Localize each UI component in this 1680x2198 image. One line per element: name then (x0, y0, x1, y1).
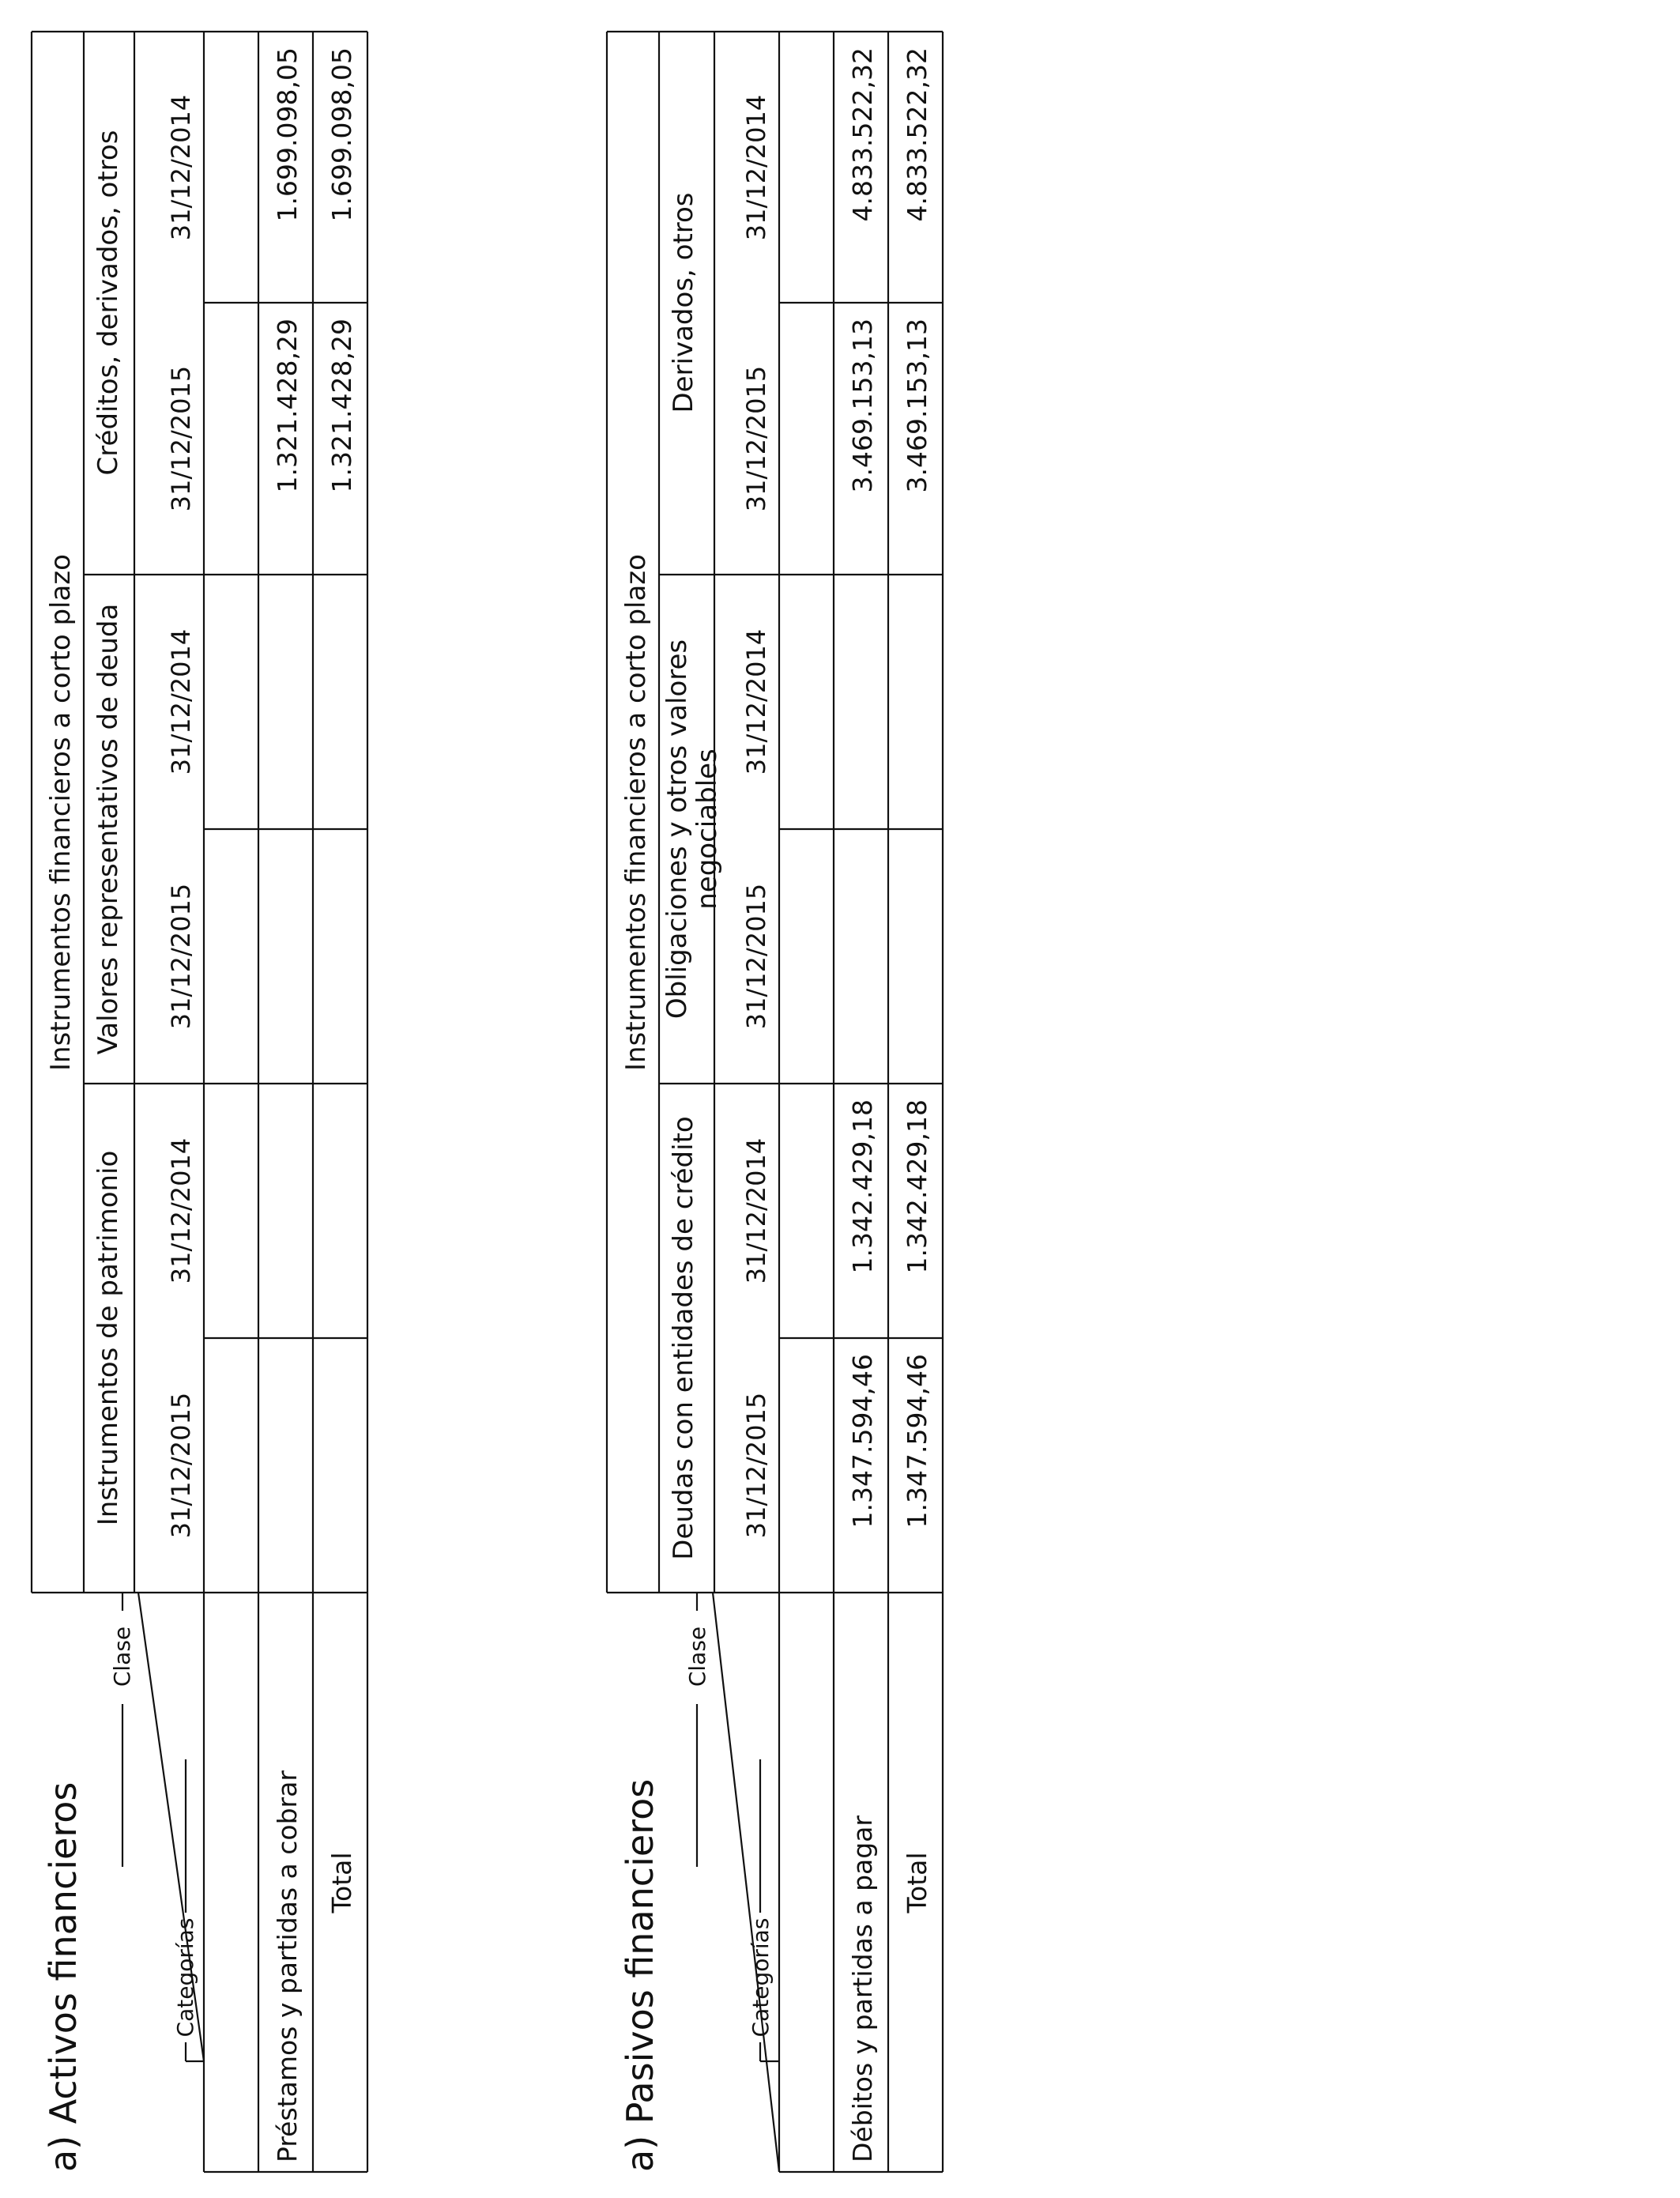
pasivos-cell: 1.347.594,46 (902, 1354, 932, 1529)
pasivos-col-header-derivados: Derivados, otros (668, 192, 699, 413)
pasivos-cell: 3.469.153,13 (847, 319, 878, 493)
activos-col-header-creditos: Créditos, derivados, otros (92, 130, 124, 476)
pasivos-col-header-deudas: Deudas con entidades de crédito (668, 1116, 699, 1560)
rotated-frame (32, 32, 943, 2172)
activos-categorias-label: Categorías (172, 1917, 198, 2038)
pasivos-section (607, 32, 943, 2172)
pasivos-date-6: 31/12/2014 (741, 94, 771, 241)
activos-date-2: 31/12/2014 (166, 1137, 196, 1284)
pasivos-date-5: 31/12/2015 (741, 365, 771, 512)
pasivos-categorias-label: Categorías (748, 1917, 774, 2038)
activos-clase-label: Clase (109, 1626, 135, 1687)
activos-col-header-patrimonio: Instrumentos de patrimonio (92, 1150, 124, 1526)
pasivos-cell: 1.342.429,18 (902, 1099, 932, 1274)
activos-date-3: 31/12/2015 (166, 883, 196, 1030)
activos-date-1: 31/12/2015 (166, 1392, 196, 1539)
pasivos-row-label-debitos: Débitos y partidas a pagar (847, 1815, 878, 2162)
pasivos-date-4: 31/12/2014 (741, 628, 771, 775)
pasivos-col-header-obligaciones-line1: Obligaciones y otros valores (661, 639, 693, 1020)
activos-row-label-total: Total (326, 1852, 357, 1913)
pasivos-col-header-obligaciones-line2: negociables (691, 748, 723, 910)
activos-row-label-prestamos: Préstamos y partidas a cobrar (272, 1770, 303, 2162)
activos-date-4: 31/12/2014 (166, 628, 196, 775)
pasivos-title: a) Pasivos financieros (619, 1778, 661, 2172)
activos-cell: 1.699.098,05 (272, 47, 303, 222)
pasivos-cell: 4.833.522,32 (847, 47, 878, 222)
pasivos-cell: 1.347.594,46 (847, 1354, 878, 1529)
activos-section (32, 32, 367, 2172)
pasivos-cell: 4.833.522,32 (902, 47, 932, 222)
pasivos-date-1: 31/12/2015 (741, 1392, 771, 1539)
activos-col-header-deuda: Valores representativos de deuda (92, 603, 124, 1055)
activos-group-header: Instrumentos financieros a corto plazo (45, 554, 77, 1071)
activos-title: a) Activos financieros (42, 1781, 85, 2172)
pasivos-cell: 3.469.153,13 (902, 319, 932, 493)
activos-cell: 1.699.098,05 (326, 47, 357, 222)
activos-cell: 1.321.428,29 (326, 319, 357, 493)
pasivos-clase-label: Clase (684, 1626, 710, 1687)
pasivos-row-label-total: Total (902, 1852, 932, 1913)
pasivos-group-header: Instrumentos financieros a corto plazo (620, 554, 652, 1071)
pasivos-cell: 1.342.429,18 (847, 1099, 878, 1274)
pasivos-date-2: 31/12/2014 (741, 1137, 771, 1284)
activos-date-6: 31/12/2014 (166, 94, 196, 241)
pasivos-corner-diagonal (713, 1593, 779, 2172)
pasivos-date-3: 31/12/2015 (741, 883, 771, 1030)
activos-date-5: 31/12/2015 (166, 365, 196, 512)
activos-cell: 1.321.428,29 (272, 319, 303, 493)
